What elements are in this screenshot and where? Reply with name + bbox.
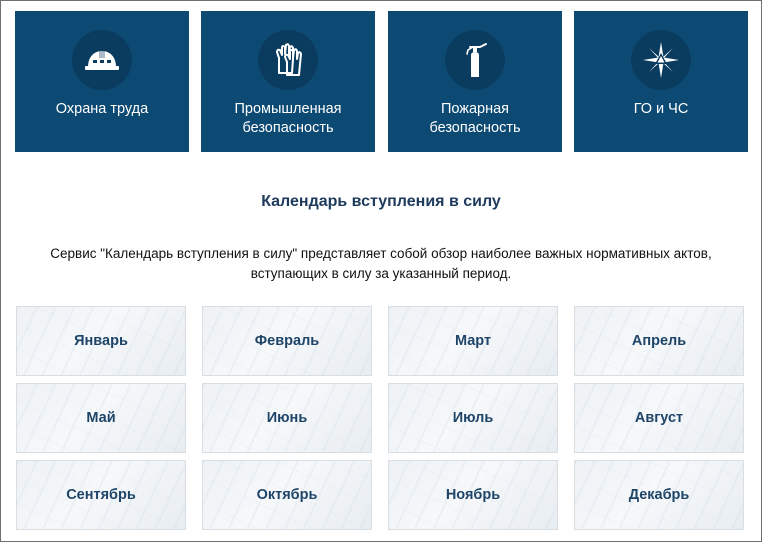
month-august[interactable] xyxy=(574,383,744,453)
work-gloves-icon xyxy=(258,30,318,90)
month-label: Февраль xyxy=(254,333,320,349)
month-label: Июнь xyxy=(266,410,308,426)
tile-label: Промышленная безопасность xyxy=(234,101,342,136)
month-label: Август xyxy=(634,410,684,426)
fire-extinguisher-icon xyxy=(445,30,505,90)
month-october[interactable] xyxy=(202,460,372,530)
month-label: Октябрь xyxy=(256,487,318,503)
tile-civil-defense[interactable] xyxy=(574,11,748,152)
month-november[interactable] xyxy=(388,460,558,530)
month-label: Апрель xyxy=(631,333,687,349)
month-january[interactable] xyxy=(16,306,186,376)
tile-label: Пожарная безопасность xyxy=(429,101,521,136)
month-march[interactable] xyxy=(388,306,558,376)
month-label: Ноябрь xyxy=(445,487,501,503)
month-june[interactable] xyxy=(202,383,372,453)
tile-label: ГО и ЧС xyxy=(633,101,689,117)
month-september[interactable] xyxy=(16,460,186,530)
month-february[interactable] xyxy=(202,306,372,376)
months-grid xyxy=(16,306,748,533)
category-tiles xyxy=(15,11,747,152)
month-label: Декабрь xyxy=(628,487,690,503)
month-label: Июль xyxy=(452,410,494,426)
month-label: Сентябрь xyxy=(66,487,136,503)
hard-hat-icon xyxy=(72,30,132,90)
calendar-description: Сервис "Календарь вступления в силу" представляет собой обзор наиболее важных нормативных актов, вступающих в силу за указанный период. xyxy=(50,246,712,281)
tile-fire-safety[interactable] xyxy=(388,11,562,152)
tile-industrial-safety[interactable] xyxy=(201,11,375,152)
tile-labor-safety[interactable] xyxy=(15,11,189,152)
month-july[interactable] xyxy=(388,383,558,453)
calendar-title: Календарь вступления в силу xyxy=(261,193,501,210)
tile-label: Охрана труда xyxy=(55,101,149,117)
month-april[interactable] xyxy=(574,306,744,376)
month-label: Май xyxy=(86,410,116,426)
month-may[interactable] xyxy=(16,383,186,453)
month-label: Январь xyxy=(74,333,128,349)
month-label: Март xyxy=(454,333,492,349)
month-december[interactable] xyxy=(574,460,744,530)
civil-defense-star-icon xyxy=(631,30,691,90)
